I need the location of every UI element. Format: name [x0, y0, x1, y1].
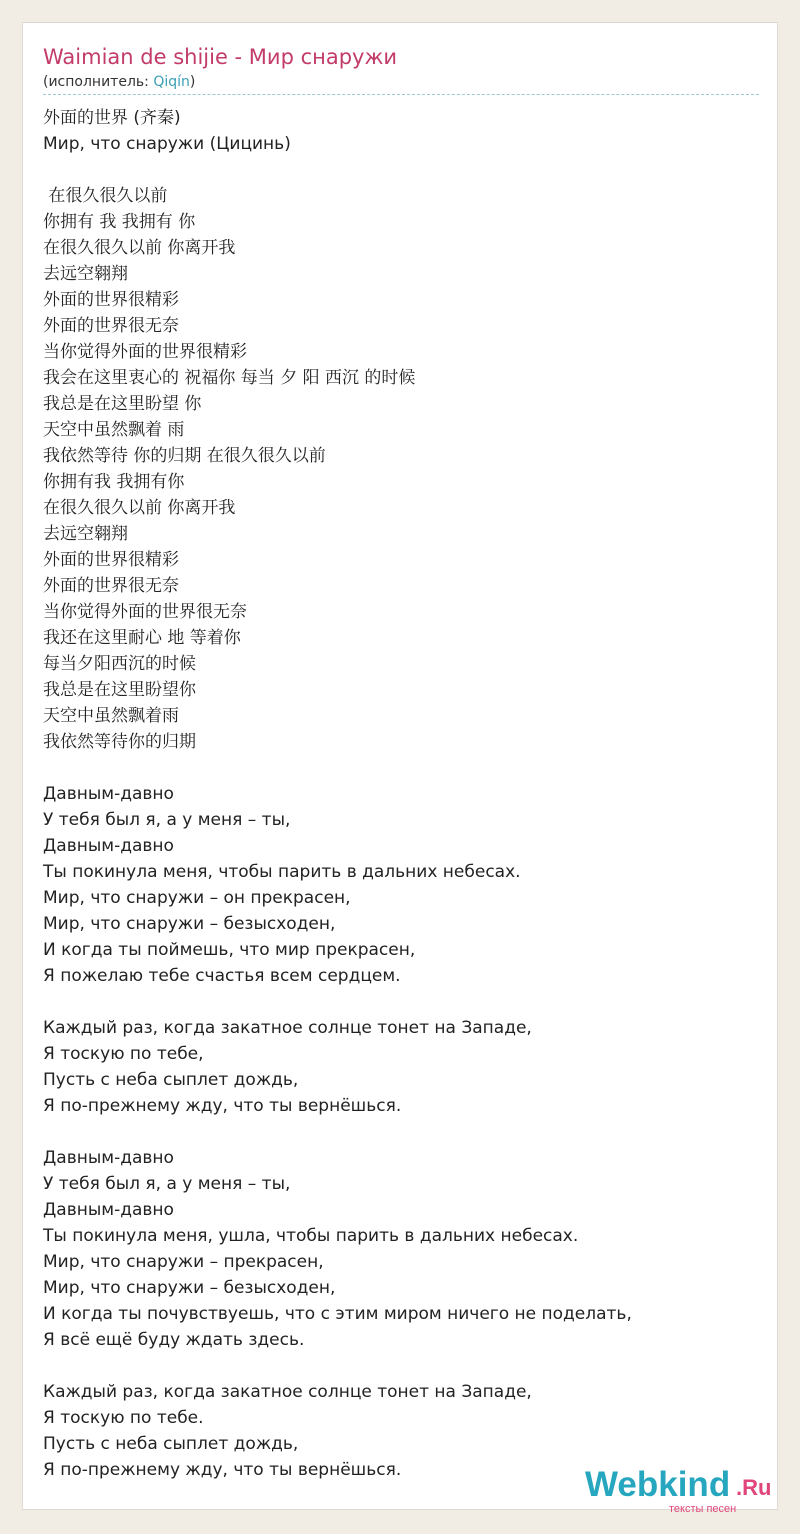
lyric-line: 我依然等待你的归期: [43, 732, 196, 752]
lyric-line: Мир, что снаружи – он прекрасен,: [43, 888, 351, 908]
lyric-line: 我总是在这里盼望 你: [43, 394, 202, 414]
webkind-logo[interactable]: [585, 1463, 785, 1519]
logo-wordmark: Webkind: [585, 1465, 731, 1504]
artist-link[interactable]: Qiqín: [153, 74, 190, 90]
lyric-line: 外面的世界很无奈: [43, 576, 179, 596]
lyric-line: Мир, что снаружи – безысходен,: [43, 914, 336, 934]
lyric-line: Давным-давно: [43, 1148, 174, 1168]
lyric-line: 我依然等待 你的归期 在很久很久以前: [43, 446, 326, 466]
lyric-line: 天空中虽然飘着 雨: [43, 420, 185, 440]
lyric-line: 天空中虽然飘着雨: [43, 706, 179, 726]
lyric-blank-line: [43, 755, 759, 781]
lyric-line: 外面的世界很精彩: [43, 550, 179, 570]
lyric-line: Я по-прежнему жду, что ты вернёшься.: [43, 1096, 402, 1116]
lyric-line: 我会在这里衷心的 祝福你 每当 夕 阳 西沉 的时候: [43, 368, 416, 388]
lyric-line: 当你觉得外面的世界很精彩: [43, 342, 247, 362]
lyric-line: 外面的世界 (齐秦): [43, 108, 181, 128]
lyric-line: Мир, что снаружи (Цицинь): [43, 134, 291, 154]
artist-line: [43, 73, 195, 91]
lyric-line: Пусть с неба сыплет дождь,: [43, 1070, 299, 1090]
lyric-line: И когда ты почувствуешь, что с этим миром ничего не поделать,: [43, 1304, 632, 1324]
lyric-line: Ты покинула меня, ушла, чтобы парить в дальних небесах.: [43, 1226, 579, 1246]
lyric-line: Я тоскую по тебе,: [43, 1044, 204, 1064]
lyric-line: 在很久很久以前 你离开我: [43, 238, 236, 258]
lyric-line: Давным-давно: [43, 836, 174, 856]
lyric-blank-line: [43, 1353, 759, 1379]
lyric-line: Я тоскую по тебе.: [43, 1408, 204, 1428]
lyric-line: Я пожелаю тебе счастья всем сердцем.: [43, 966, 401, 986]
lyric-line: Ты покинула меня, чтобы парить в дальних небесах.: [43, 862, 521, 882]
lyric-line: 每当夕阳西沉的时候: [43, 654, 196, 674]
lyric-line: И когда ты поймешь, что мир прекрасен,: [43, 940, 416, 960]
dashed-divider: [43, 94, 759, 95]
lyric-line: Я по-прежнему жду, что ты вернёшься.: [43, 1460, 402, 1480]
lyrics-text: [43, 105, 759, 1483]
lyric-line: Каждый раз, когда закатное солнце тонет на Западе,: [43, 1018, 532, 1038]
lyric-blank-line: [43, 989, 759, 1015]
lyric-line: 在很久很久以前: [43, 186, 168, 206]
lyric-line: 你拥有我 我拥有你: [43, 472, 185, 492]
lyric-line: Мир, что снаружи – безысходен,: [43, 1278, 336, 1298]
lyrics-card: [22, 22, 778, 1515]
lyric-line: У тебя был я, а у меня – ты,: [43, 810, 291, 830]
lyric-line: Пусть с неба сыплет дождь,: [43, 1434, 299, 1454]
lyric-blank-line: [43, 157, 759, 183]
lyric-line: 外面的世界很无奈: [43, 316, 179, 336]
lyric-line: 在很久很久以前 你离开我: [43, 498, 236, 518]
logo-domain-suffix: .Ru: [736, 1475, 772, 1500]
lyric-line: 外面的世界很精彩: [43, 290, 179, 310]
page-title: Waimian de shijie - Мир снаружи: [43, 45, 398, 69]
lyric-line: У тебя был я, а у меня – ты,: [43, 1174, 291, 1194]
lyric-line: Мир, что снаружи – прекрасен,: [43, 1252, 324, 1272]
lyric-line: Давным-давно: [43, 1200, 174, 1220]
lyric-line: 去远空翱翔: [43, 524, 128, 544]
lyric-line: 你拥有 我 我拥有 你: [43, 212, 196, 232]
lyric-blank-line: [43, 1119, 759, 1145]
artist-prefix: (исполнитель:: [43, 74, 154, 90]
lyric-line: Каждый раз, когда закатное солнце тонет на Западе,: [43, 1382, 532, 1402]
lyric-line: 我还在这里耐心 地 等着你: [43, 628, 241, 648]
lyric-line: Я всё ещё буду ждать здесь.: [43, 1330, 305, 1350]
artist-suffix: ): [189, 74, 196, 90]
lyric-line: 当你觉得外面的世界很无奈: [43, 602, 247, 622]
lyric-line: 去远空翱翔: [43, 264, 128, 284]
logo-tagline: тексты песен: [669, 1503, 737, 1515]
lyric-line: 我总是在这里盼望你: [43, 680, 196, 700]
lyric-line: Давным-давно: [43, 784, 174, 804]
